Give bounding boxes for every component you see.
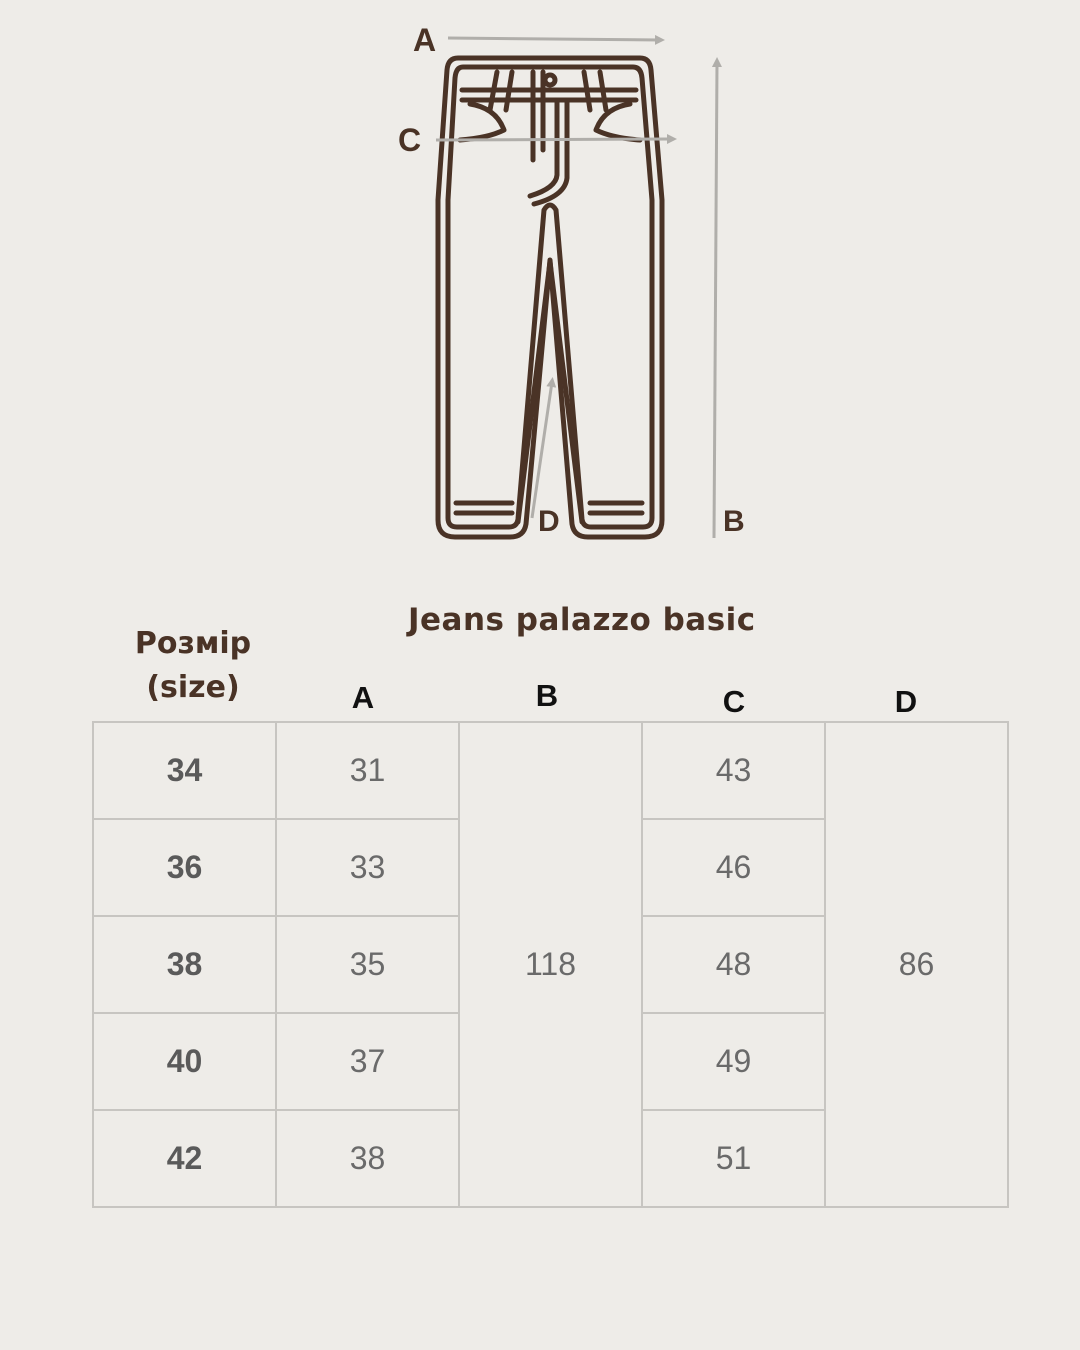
arrow-b	[714, 62, 717, 538]
column-header-d: D	[894, 684, 918, 719]
product-title: Jeans palazzo basic	[408, 602, 756, 638]
size-header-line2: (size)	[146, 670, 240, 705]
label-a: A	[413, 22, 437, 58]
arrow-c	[436, 139, 672, 140]
d-merged-cell: 86	[825, 722, 1008, 1207]
size-cell: 38	[93, 916, 276, 1013]
c-cell: 48	[642, 916, 825, 1013]
pants-diagram	[0, 0, 1080, 580]
c-cell: 46	[642, 819, 825, 916]
a-cell: 35	[276, 916, 459, 1013]
size-cell: 40	[93, 1013, 276, 1110]
c-cell: 43	[642, 722, 825, 819]
a-cell: 38	[276, 1110, 459, 1207]
column-header-a: A	[351, 680, 375, 715]
size-table	[92, 721, 1009, 1208]
pants-outline	[438, 58, 662, 537]
c-cell: 49	[642, 1013, 825, 1110]
arrow-a	[448, 38, 660, 40]
label-c: C	[398, 122, 422, 158]
size-header-line1: Розмір	[134, 626, 252, 661]
column-header-b: B	[535, 678, 559, 713]
a-cell: 37	[276, 1013, 459, 1110]
size-cell: 34	[93, 722, 276, 819]
table-row	[93, 722, 1008, 819]
size-cell: 42	[93, 1110, 276, 1207]
label-b: B	[723, 505, 745, 538]
size-cell: 36	[93, 819, 276, 916]
label-d: D	[538, 505, 560, 538]
a-cell: 31	[276, 722, 459, 819]
size-column-header	[118, 622, 268, 710]
b-merged-cell: 118	[459, 722, 642, 1207]
column-header-c: C	[722, 684, 746, 719]
a-cell: 33	[276, 819, 459, 916]
c-cell: 51	[642, 1110, 825, 1207]
